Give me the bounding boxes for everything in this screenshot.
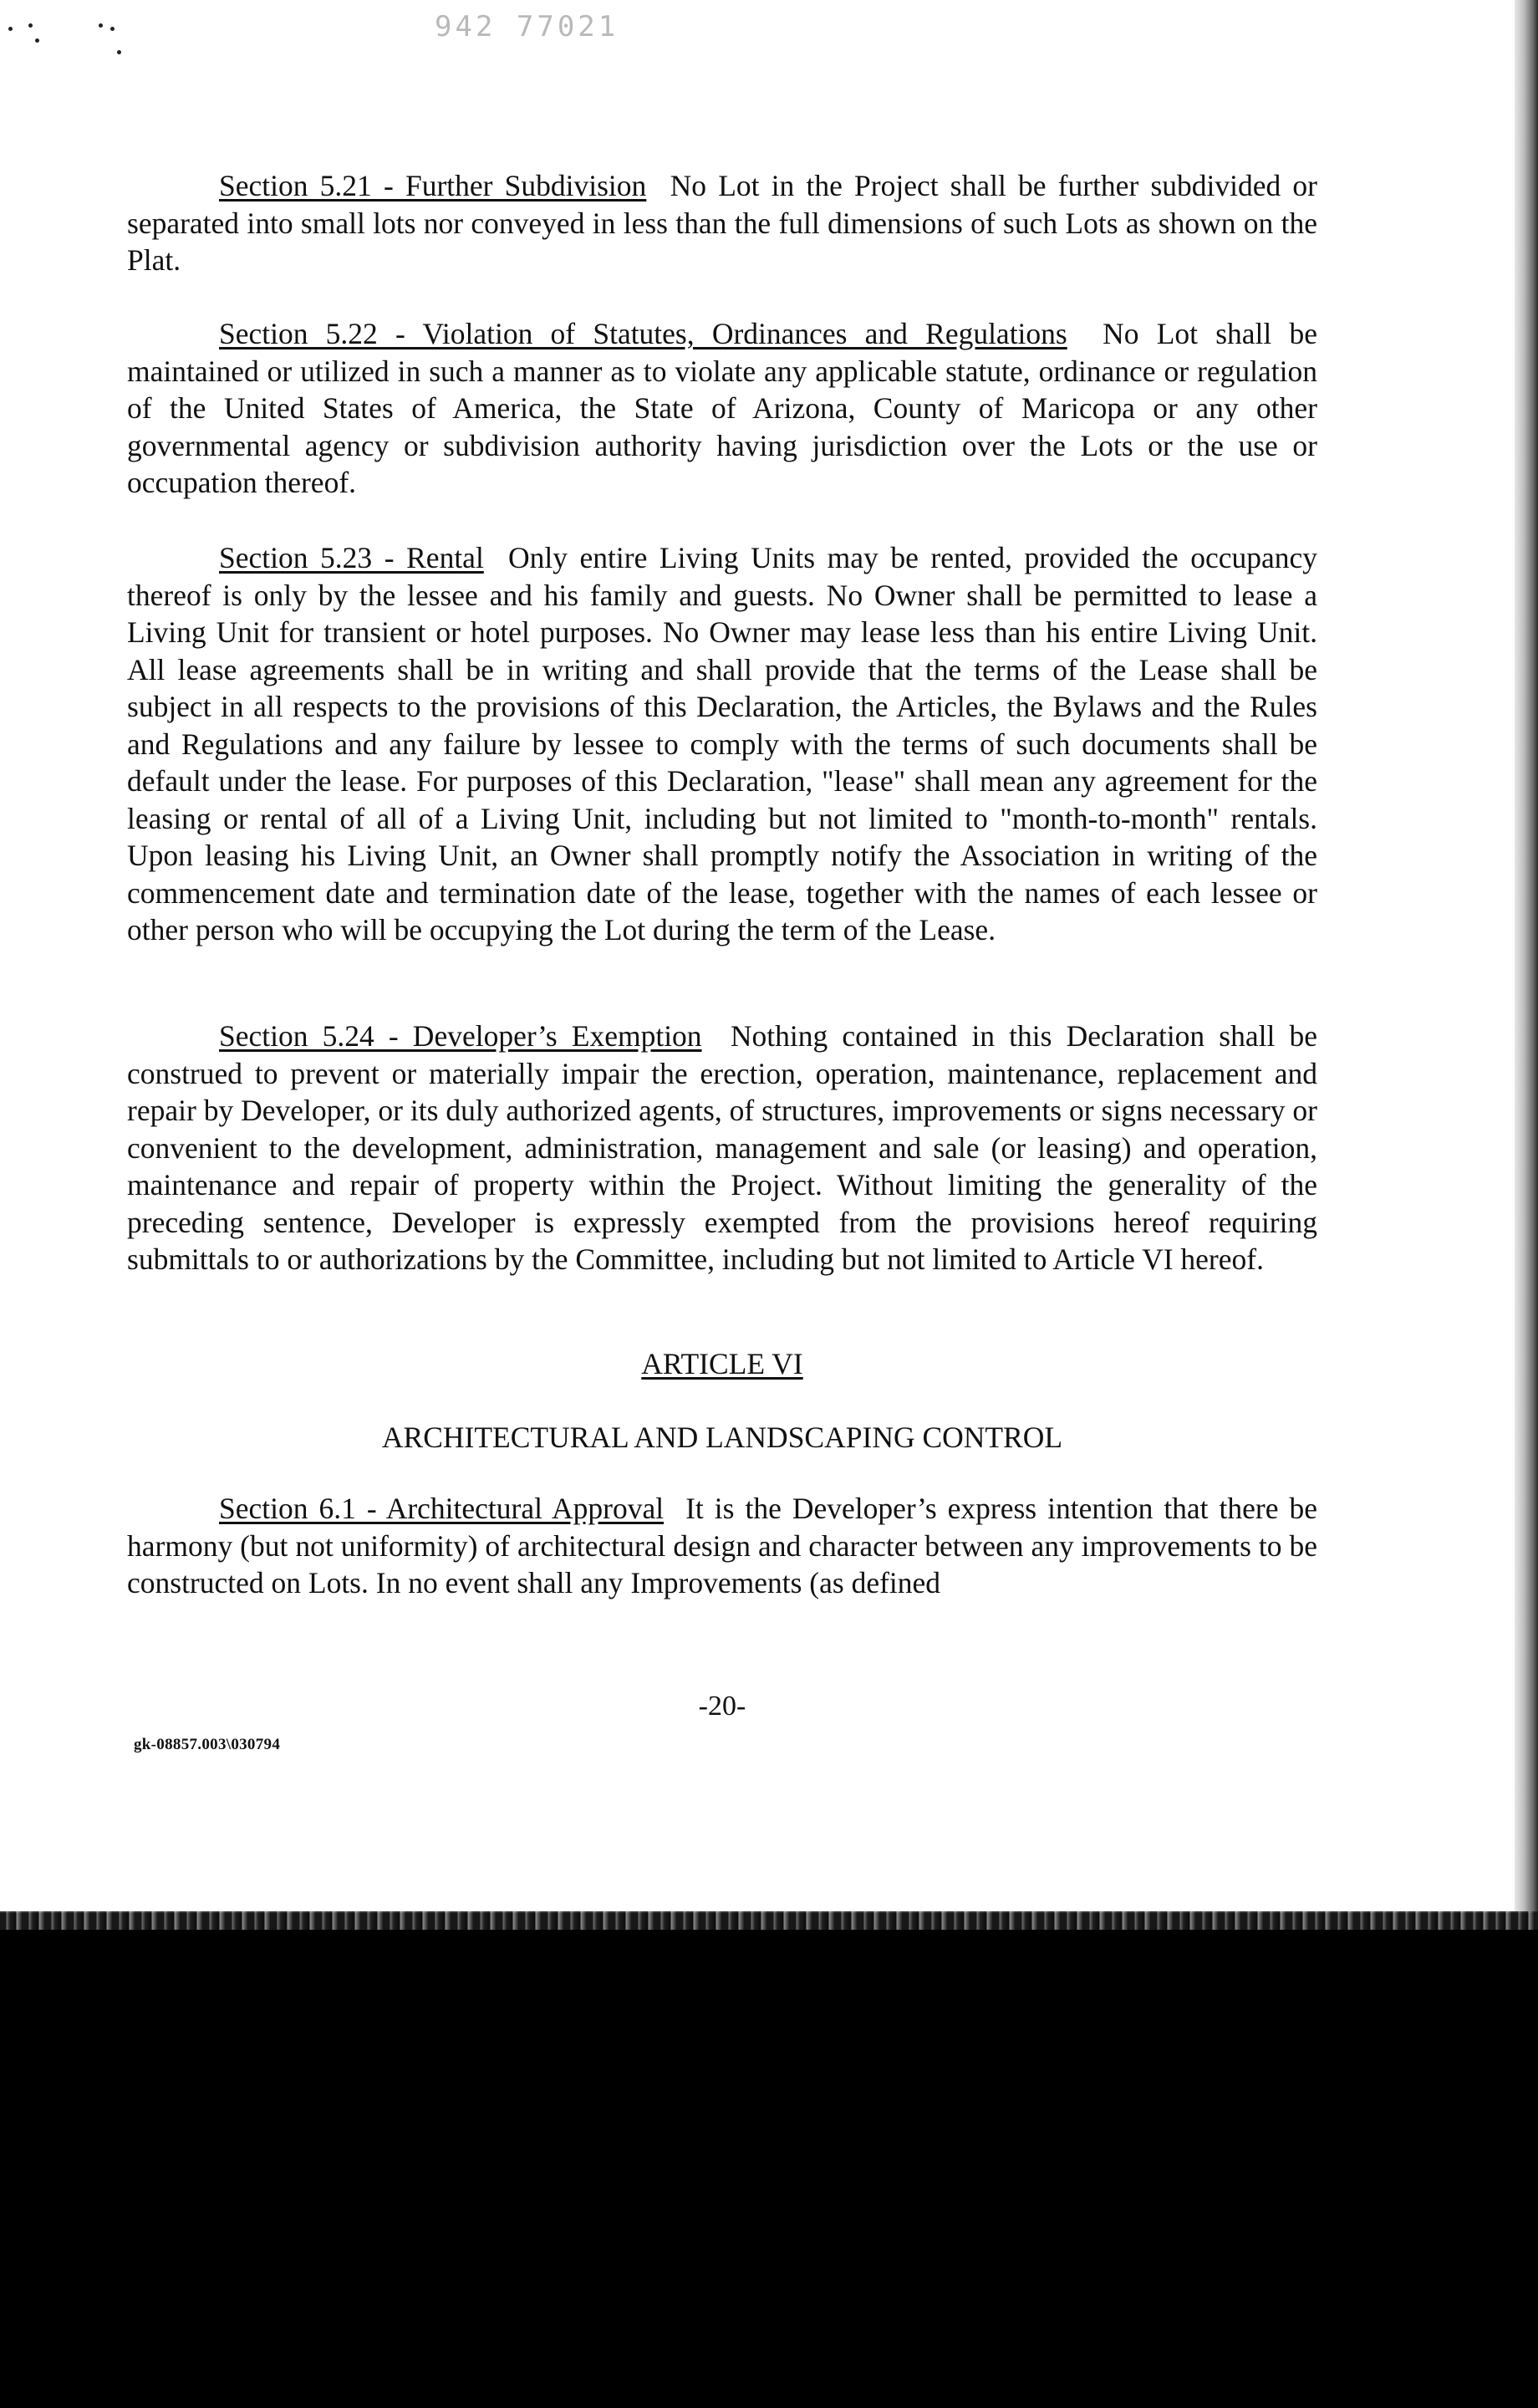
section-5-23 — [127, 539, 1317, 949]
section-heading: Section 5.21 - Further Subdivision — [219, 169, 647, 202]
page-number: -20- — [698, 1691, 746, 1722]
section-6-1 — [127, 1490, 1317, 1602]
scan-right-edge — [1515, 0, 1538, 1913]
scan-specks — [7, 18, 132, 69]
section-body: No Lot shall be maintained or utilized in such a manner as to violate any applicable statute, ordinance or regulation of the United States of America, the State of Arizona, County of Maricopa or any other governmental agency or subdivision authority having jurisdiction over the Lots or the use or occupation thereof. — [127, 317, 1317, 499]
scan-speck — [28, 23, 33, 28]
section-5-21 — [127, 167, 1317, 279]
scan-bottom-band — [0, 1911, 1538, 1930]
scan-speck — [35, 38, 39, 43]
section-body: It is the Developer’s express intention that there be harmony (but not uniformity) of architectural design and character between any improvements to be constructed on Lots. In no event shall any Improvements (as defined — [127, 1492, 1317, 1599]
section-heading: Section 5.24 - Developer’s Exemption — [219, 1019, 702, 1053]
scan-speck — [110, 27, 115, 31]
document-id: gk-08857.003\030794 — [134, 1736, 281, 1753]
scan-speck — [117, 50, 121, 54]
section-5-24 — [127, 1018, 1317, 1278]
section-heading: Section 5.23 - Rental — [219, 541, 484, 574]
section-body: Nothing contained in this Declaration shall be construed to prevent or materially impair the erection, operation, maintenance, replacement and repair by Developer, or its duly authorized agents, of structures, improvements or signs necessary or convenient to the development, administration, management and sale (or leasing) and operation, maintenance and repair of property within the Project. Without limiting the generality of the preceding sentence, Developer is expressly exempted from the provisions hereof requiring submittals to or authorizations by the Committee, including but not limited to Article VI hereof. — [127, 1019, 1317, 1276]
section-body: Only entire Living Units may be rented, provided the occupancy thereof is only by the lessee and his family and guests. No Owner shall be permitted to lease a Living Unit for transient or hotel purposes. No Owner may lease less than his entire Living Unit. All lease agreements shall be in writing and shall provide that the terms of the Lease shall be subject in all respects to the provisions of this Declaration, the Articles, the Bylaws and the Rules and Regulations and any failure by lessee to comply with the terms of such documents shall be default under the lease. For purposes of this Declaration, "lease" shall mean any agreement for the leasing or rental of all of a Living Unit, including but not limited to "month-to-month" rentals. Upon leasing his Living Unit, an Owner shall promptly notify the Association in writing of the commencement date and termination date of the lease, together with the names of each lessee or other person who will be occupying the Lot during the term of the Lease. — [127, 541, 1318, 946]
section-heading: Section 5.22 - Violation of Statutes, Ordinances and Regulations — [219, 317, 1067, 350]
section-heading: Section 6.1 - Architectural Approval — [219, 1492, 665, 1525]
header-stamp: 942 77021 — [435, 10, 619, 43]
article-number: ARTICLE VI — [641, 1347, 803, 1380]
scan-speck — [99, 23, 103, 28]
scan-speck — [8, 27, 13, 31]
article-title: ARCHITECTURAL AND LANDSCAPING CONTROL — [381, 1421, 1063, 1454]
section-body: No Lot in the Project shall be further subdivided or separated into small lots nor conveyed in less than the full dimensions of such Lots as shown on the Plat. — [127, 169, 1317, 277]
section-5-22 — [127, 315, 1317, 502]
